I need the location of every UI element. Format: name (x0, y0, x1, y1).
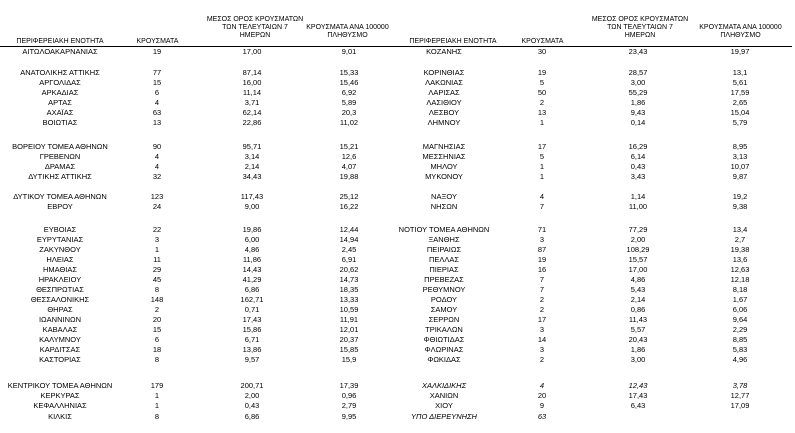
left-row-avg: 11,86 (242, 255, 262, 264)
right-row-avg: 9,43 (630, 108, 646, 117)
left-row-per: 2,45 (341, 245, 357, 254)
left-row-name: ΑΡΤΑΣ (48, 98, 72, 107)
right-row-cases: 9 (539, 401, 545, 410)
left-row-name: ΑΙΤΩΛΟΑΚΑΡΝΑΝΙΑΣ (22, 47, 98, 56)
left-row-avg: 16,00 (242, 78, 262, 87)
right-row-avg: 1,86 (630, 98, 646, 107)
right-row-name: ΧΑΛΚΙΔΙΚΗΣ (421, 381, 467, 390)
right-row-per: 10,07 (730, 162, 750, 171)
left-row-name: ΚΑΣΤΟΡΙΑΣ (39, 355, 81, 364)
right-row-avg: 4,86 (630, 275, 646, 284)
right-row-avg: 1,86 (630, 345, 646, 354)
right-row-per: 19,2 (732, 192, 748, 201)
left-row-per: 17,39 (339, 381, 359, 390)
left-row-avg: 14,43 (242, 265, 262, 274)
left-row-avg: 200,71 (240, 381, 264, 390)
left-row-name: ΕΥΡΥΤΑΝΙΑΣ (36, 235, 84, 244)
right-row-avg: 16,29 (628, 142, 648, 151)
right-row-name: ΜΕΣΣΗΝΙΑΣ (422, 152, 466, 161)
right-row-name: ΡΟΔΟΥ (430, 295, 458, 304)
right-row-per: 8,95 (732, 142, 748, 151)
left-row-name: ΘΕΣΣΑΛΟΝΙΚΗΣ (30, 295, 90, 304)
left-row-avg: 62,14 (242, 108, 262, 117)
left-row-cases: 77 (152, 68, 162, 77)
left-row-per: 13,33 (339, 295, 359, 304)
right-row-name: ΠΕΙΡΑΙΩΣ (426, 245, 462, 254)
right-row-cases: 50 (537, 88, 547, 97)
left-row-name: ΚΑΒΑΛΑΣ (42, 325, 78, 334)
left-row-avg: 17,43 (242, 315, 262, 324)
right-row-avg: 2,00 (630, 235, 646, 244)
left-row-per: 11,02 (339, 118, 359, 127)
left-row-name: ΑΡΚΑΔΙΑΣ (41, 88, 79, 97)
left-header-avg-line2: ΤΩΝ ΤΕΛΕΥΤΑΙΩΝ 7 (222, 24, 288, 31)
right-row-name: ΝΗΣΩΝ (430, 202, 458, 211)
right-row-per: 1,67 (732, 295, 748, 304)
right-row-per: 2,7 (734, 235, 746, 244)
left-row-per: 12,01 (339, 325, 359, 334)
right-row-per: 2,29 (732, 325, 748, 334)
left-row-name: ΔΡΑΜΑΣ (44, 162, 76, 171)
left-row-per: 0,96 (341, 391, 357, 400)
right-row-name: ΦΩΚΙΔΑΣ (427, 355, 461, 364)
left-row-avg: 9,57 (244, 355, 260, 364)
right-row-avg: 1,14 (630, 192, 646, 201)
right-row-cases: 3 (539, 235, 545, 244)
right-row-avg: 6,43 (630, 401, 646, 410)
right-row-per: 4,96 (732, 355, 748, 364)
right-row-cases: 2 (539, 98, 545, 107)
left-row-cases: 6 (154, 88, 160, 97)
right-row-per: 6,06 (732, 305, 748, 314)
left-row-cases: 15 (152, 325, 162, 334)
left-row-avg: 3,14 (244, 152, 260, 161)
left-row-per: 18,35 (339, 285, 359, 294)
left-row-avg: 6,71 (244, 335, 260, 344)
right-row-cases: 7 (539, 275, 545, 284)
right-row-per: 3,78 (732, 381, 748, 390)
right-row-per: 17,09 (730, 401, 750, 410)
left-row-name: ΑΡΓΟΛΙΔΑΣ (39, 78, 81, 87)
right-header-per (688, 24, 793, 40)
left-row-cases: 4 (154, 98, 160, 107)
left-row-cases: 4 (154, 152, 160, 161)
left-row-name: ΑΝΑΤΟΛΙΚΗΣ ΑΤΤΙΚΗΣ (20, 68, 100, 77)
left-row-name: ΒΟΡΕΙΟΥ ΤΟΜΕΑ ΑΘΗΝΩΝ (12, 142, 108, 151)
left-row-avg: 6,00 (244, 235, 260, 244)
right-row-cases: 87 (537, 245, 547, 254)
left-row-per: 6,92 (341, 88, 357, 97)
right-row-cases: 7 (539, 202, 545, 211)
left-row-avg: 11,14 (242, 88, 262, 97)
right-row-name: ΠΙΕΡΙΑΣ (429, 265, 459, 274)
left-row-name: ΔΥΤΙΚΟΥ ΤΟΜΕΑ ΑΘΗΝΩΝ (13, 192, 107, 201)
left-row-avg: 19,86 (242, 225, 262, 234)
left-row-cases: 1 (154, 245, 160, 254)
left-header-region: ΠΕΡΙΦΕΡΕΙΑΚΗ ΕΝΟΤΗΤΑ (16, 38, 104, 45)
left-row-name: ΙΩΑΝΝΙΝΩΝ (38, 315, 82, 324)
right-row-name: ΠΡΕΒΕΖΑΣ (424, 275, 464, 284)
right-row-cases: 14 (537, 335, 547, 344)
right-row-avg: 3,00 (630, 78, 646, 87)
left-row-per: 15,46 (339, 78, 359, 87)
left-row-cases: 19 (152, 47, 162, 56)
right-row-avg: 23,43 (628, 47, 648, 56)
left-row-per: 6,91 (341, 255, 357, 264)
left-row-name: ΚΕΡΚΥΡΑΣ (40, 391, 80, 400)
left-row-avg: 15,86 (242, 325, 262, 334)
left-header-avg-line3: ΗΜΕΡΩΝ (239, 32, 271, 39)
right-row-per: 19,97 (730, 47, 750, 56)
left-row-avg: 162,71 (240, 295, 264, 304)
left-row-cases: 20 (152, 315, 162, 324)
right-row-cases: 19 (537, 68, 547, 77)
left-row-cases: 32 (152, 172, 162, 181)
left-row-cases: 24 (152, 202, 162, 211)
left-row-avg: 2,14 (244, 162, 260, 171)
right-header-avg-line1: ΜΕΣΟΣ ΟΡΟΣ ΚΡΟΥΣΜΑΤΩΝ (591, 16, 689, 23)
left-row-avg: 117,43 (240, 192, 264, 201)
right-row-cases: 7 (539, 285, 545, 294)
right-header-per-line2: ΠΛΗΘΥΣΜΟ (720, 32, 761, 39)
left-row-avg: 9,00 (244, 202, 260, 211)
right-row-name: ΝΑΞΟΥ (431, 192, 457, 201)
right-row-name: ΧΑΝΙΩΝ (429, 391, 459, 400)
left-row-name: ΓΡΕΒΕΝΩΝ (39, 152, 81, 161)
right-row-cases: 4 (539, 192, 545, 201)
left-row-per: 19,88 (339, 172, 359, 181)
right-row-per: 19,38 (730, 245, 750, 254)
left-row-avg: 17,00 (242, 47, 262, 56)
right-row-name: ΛΕΣΒΟΥ (428, 108, 460, 117)
right-row-avg: 28,57 (628, 68, 648, 77)
left-row-per: 10,59 (339, 305, 359, 314)
left-row-avg: 87,14 (242, 68, 262, 77)
right-row-cases: 1 (539, 162, 545, 171)
left-row-name: ΘΗΡΑΣ (47, 305, 73, 314)
right-row-cases: 63 (537, 412, 547, 421)
right-row-per: 8,18 (732, 285, 748, 294)
right-row-avg: 6,14 (630, 152, 646, 161)
right-row-per: 5,61 (732, 78, 748, 87)
right-row-cases: 5 (539, 152, 545, 161)
right-row-name: ΛΗΜΝΟΥ (427, 118, 461, 127)
left-row-name: ΒΟΙΩΤΙΑΣ (42, 118, 78, 127)
left-row-per: 11,91 (339, 315, 359, 324)
left-row-avg: 22,86 (242, 118, 262, 127)
right-row-per: 12,18 (730, 275, 750, 284)
left-row-cases: 90 (152, 142, 162, 151)
right-row-name: ΤΡΙΚΑΛΩΝ (425, 325, 463, 334)
left-row-avg: 0,71 (244, 305, 260, 314)
left-row-cases: 8 (154, 412, 160, 421)
right-row-cases: 1 (539, 172, 545, 181)
right-row-per: 5,79 (732, 118, 748, 127)
left-header-per (300, 24, 395, 40)
right-header-region: ΠΕΡΙΦΕΡΕΙΑΚΗ ΕΝΟΤΗΤΑ (409, 38, 497, 45)
left-header-per-line2: ΠΛΗΘΥΣΜΟ (327, 32, 368, 39)
left-row-avg: 6,86 (244, 412, 260, 421)
right-row-name: ΞΑΝΘΗΣ (428, 235, 460, 244)
left-row-cases: 6 (154, 335, 160, 344)
left-row-avg: 0,43 (244, 401, 260, 410)
left-row-cases: 63 (152, 108, 162, 117)
right-row-avg: 77,29 (628, 225, 648, 234)
left-row-per: 25,12 (339, 192, 359, 201)
left-header-cases: ΚΡΟΥΣΜΑΤΑ (136, 38, 179, 45)
left-row-cases: 22 (152, 225, 162, 234)
right-row-per: 9,87 (732, 172, 748, 181)
right-row-name: ΚΟΡΙΝΘΙΑΣ (423, 68, 465, 77)
right-row-cases: 13 (537, 108, 547, 117)
right-row-cases: 30 (537, 47, 547, 56)
right-row-cases: 1 (539, 118, 545, 127)
left-row-per: 9,01 (341, 47, 357, 56)
right-row-cases: 71 (537, 225, 547, 234)
right-row-cases: 2 (539, 305, 545, 314)
right-header-avg-line3: ΗΜΕΡΩΝ (624, 32, 656, 39)
left-row-name: ΗΜΑΘΙΑΣ (42, 265, 78, 274)
left-row-cases: 8 (154, 355, 160, 364)
right-row-name: ΛΑΣΙΘΙΟΥ (426, 98, 462, 107)
left-row-avg: 4,86 (244, 245, 260, 254)
left-row-per: 14,73 (339, 275, 359, 284)
right-row-per: 9,38 (732, 202, 748, 211)
right-header-cases: ΚΡΟΥΣΜΑΤΑ (521, 38, 564, 45)
right-row-per: 15,04 (730, 108, 750, 117)
left-row-cases: 179 (150, 381, 164, 390)
left-row-per: 9,95 (341, 412, 357, 421)
left-row-name: ΚΕΝΤΡΙΚΟΥ ΤΟΜΕΑ ΑΘΗΝΩΝ (7, 381, 113, 390)
right-row-cases: 2 (539, 295, 545, 304)
right-row-avg: 0,86 (630, 305, 646, 314)
left-row-name: ΗΛΕΙΑΣ (46, 255, 74, 264)
right-row-name: ΣΕΡΡΩΝ (428, 315, 460, 324)
left-row-per: 20,3 (341, 108, 357, 117)
right-row-per: 2,65 (732, 98, 748, 107)
right-row-name: ΜΥΚΟΝΟΥ (425, 172, 463, 181)
right-row-name: ΜΑΓΝΗΣΙΑΣ (422, 142, 466, 151)
right-row-per: 12,63 (730, 265, 750, 274)
right-row-per: 13,1 (732, 68, 748, 77)
right-row-per: 3,13 (732, 152, 748, 161)
right-row-cases: 16 (537, 265, 547, 274)
right-row-cases: 20 (537, 391, 547, 400)
right-row-per: 17,59 (730, 88, 750, 97)
left-row-name: ΑΧΑΪΑΣ (46, 108, 74, 117)
right-row-avg: 5,57 (630, 325, 646, 334)
left-row-avg: 6,86 (244, 285, 260, 294)
right-row-per: 9,64 (732, 315, 748, 324)
right-row-avg: 11,43 (628, 315, 648, 324)
right-row-cases: 3 (539, 325, 545, 334)
left-row-avg: 13,86 (242, 345, 262, 354)
left-row-cases: 3 (154, 235, 160, 244)
left-row-per: 15,33 (339, 68, 359, 77)
left-header-avg (195, 16, 315, 40)
left-row-name: ΚΑΛΥΜΝΟΥ (39, 335, 81, 344)
left-header-avg-line1: ΜΕΣΟΣ ΟΡΟΣ ΚΡΟΥΣΜΑΤΩΝ (206, 16, 304, 23)
left-row-per: 14,94 (339, 235, 359, 244)
right-row-cases: 17 (537, 142, 547, 151)
left-row-per: 2,79 (341, 401, 357, 410)
left-row-per: 5,89 (341, 98, 357, 107)
left-header-per-line1: ΚΡΟΥΣΜΑΤΑ ΑΝΑ 100000 (306, 24, 389, 31)
left-row-name: ΗΡΑΚΛΕΙΟΥ (38, 275, 82, 284)
right-row-avg: 11,00 (628, 202, 648, 211)
left-row-name: ΚΕΦΑΛΛΗΝΙΑΣ (33, 401, 87, 410)
left-row-cases: 1 (154, 401, 160, 410)
left-row-name: ΕΥΒΟΙΑΣ (43, 225, 77, 234)
right-row-avg: 12,43 (628, 381, 648, 390)
right-row-cases: 17 (537, 315, 547, 324)
left-row-name: ΘΕΣΠΡΩΤΙΑΣ (36, 285, 84, 294)
left-row-avg: 2,00 (244, 391, 260, 400)
left-row-per: 16,22 (339, 202, 359, 211)
left-row-name: ΔΥΤΙΚΗΣ ΑΤΤΙΚΗΣ (28, 172, 92, 181)
left-row-cases: 8 (154, 285, 160, 294)
right-row-avg: 108,29 (626, 245, 650, 254)
right-row-name: ΧΙΟΥ (435, 401, 453, 410)
left-row-avg: 41,29 (242, 275, 262, 284)
right-row-avg: 3,00 (630, 355, 646, 364)
right-row-avg: 0,14 (630, 118, 646, 127)
left-row-name: ΖΑΚΥΝΘΟΥ (39, 245, 81, 254)
right-row-avg: 2,14 (630, 295, 646, 304)
right-row-per: 13,4 (732, 225, 748, 234)
right-row-avg: 15,57 (628, 255, 648, 264)
left-row-cases: 2 (154, 305, 160, 314)
left-row-per: 12,6 (341, 152, 357, 161)
left-row-per: 15,21 (339, 142, 359, 151)
left-row-avg: 34,43 (242, 172, 262, 181)
left-row-avg: 95,71 (242, 142, 262, 151)
right-row-name: ΝΟΤΙΟΥ ΤΟΜΕΑ ΑΘΗΝΩΝ (398, 225, 490, 234)
right-header-avg-line2: ΤΩΝ ΤΕΛΕΥΤΑΙΩΝ 7 (607, 24, 673, 31)
left-row-name: ΚΑΡΔΙΤΣΑΣ (39, 345, 81, 354)
right-row-per: 13,6 (732, 255, 748, 264)
right-row-name: ΚΟΖΑΝΗΣ (426, 47, 462, 56)
right-row-avg: 17,00 (628, 265, 648, 274)
left-row-per: 20,62 (339, 265, 359, 274)
right-row-name: ΥΠΟ ΔΙΕΡΕΥΝΗΣΗ (411, 412, 477, 421)
left-row-cases: 1 (154, 391, 160, 400)
right-row-name: ΛΑΚΩΝΙΑΣ (425, 78, 463, 87)
left-row-avg: 3,71 (244, 98, 260, 107)
left-row-cases: 13 (152, 118, 162, 127)
right-row-name: ΦΛΩΡΙΝΑΣ (424, 345, 464, 354)
right-row-avg: 20,43 (628, 335, 648, 344)
right-header-avg (580, 16, 700, 40)
right-row-cases: 19 (537, 255, 547, 264)
left-row-name: ΚΙΛΚΙΣ (48, 412, 72, 421)
left-row-per: 15,85 (339, 345, 359, 354)
right-row-avg: 55,29 (628, 88, 648, 97)
left-row-per: 12,44 (339, 225, 359, 234)
left-row-cases: 4 (154, 162, 160, 171)
right-row-avg: 0,43 (630, 162, 646, 171)
left-row-cases: 18 (152, 345, 162, 354)
right-row-per: 12,77 (730, 391, 750, 400)
right-row-name: ΠΕΛΛΑΣ (428, 255, 460, 264)
left-row-cases: 15 (152, 78, 162, 87)
right-row-avg: 17,43 (628, 391, 648, 400)
right-row-per: 8,85 (732, 335, 748, 344)
right-row-name: ΜΗΛΟΥ (430, 162, 458, 171)
right-row-name: ΦΘΙΩΤΙΔΑΣ (423, 335, 465, 344)
right-row-avg: 5,43 (630, 285, 646, 294)
left-row-cases: 148 (150, 295, 164, 304)
left-row-per: 4,07 (341, 162, 357, 171)
right-row-avg: 3,43 (630, 172, 646, 181)
right-row-name: ΛΑΡΙΣΑΣ (428, 88, 460, 97)
right-row-cases: 3 (539, 345, 545, 354)
right-header-per-line1: ΚΡΟΥΣΜΑΤΑ ΑΝΑ 100000 (699, 24, 782, 31)
right-row-name: ΣΑΜΟΥ (430, 305, 458, 314)
left-row-per: 20,37 (339, 335, 359, 344)
left-row-cases: 45 (152, 275, 162, 284)
left-row-cases: 123 (150, 192, 164, 201)
left-row-name: ΕΒΡΟΥ (47, 202, 73, 211)
right-row-cases: 5 (539, 78, 545, 87)
left-row-cases: 29 (152, 265, 162, 274)
right-row-cases: 2 (539, 355, 545, 364)
left-row-cases: 11 (153, 255, 161, 264)
right-row-cases: 4 (539, 381, 545, 390)
right-row-per: 5,83 (732, 345, 748, 354)
right-row-name: ΡΕΘΥΜΝΟΥ (422, 285, 466, 294)
left-row-per: 15,9 (341, 355, 357, 364)
